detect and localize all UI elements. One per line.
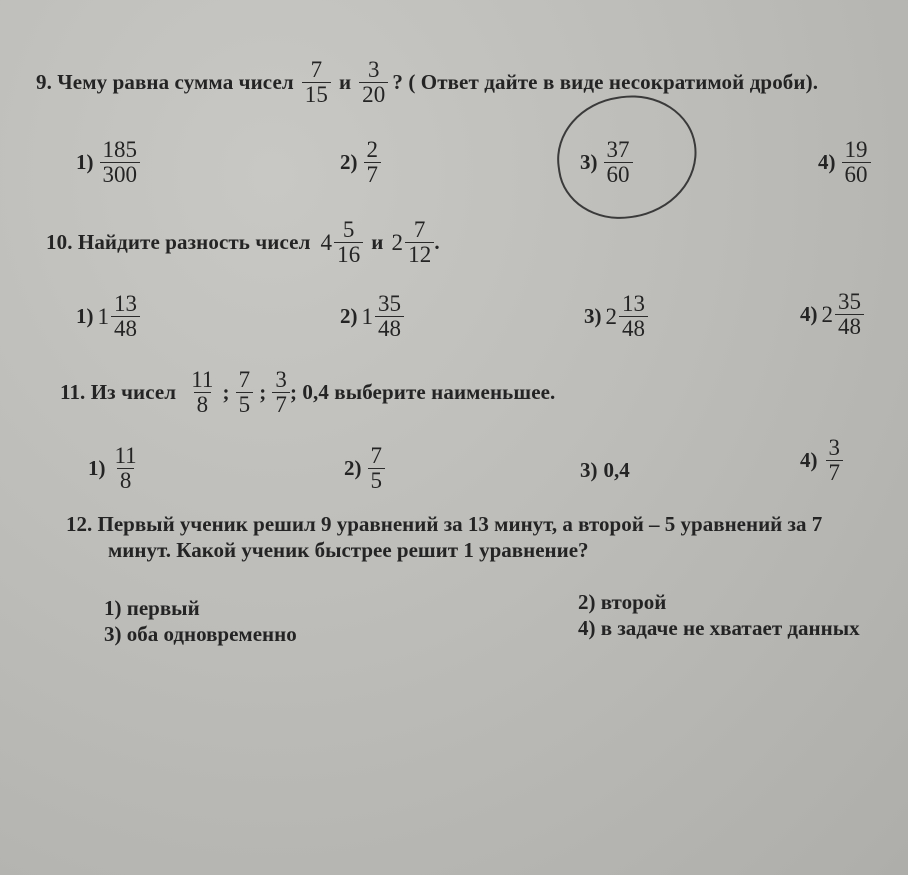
question-9-prefix: 9. Чему равна сумма чисел — [36, 70, 294, 95]
option-fraction — [100, 138, 141, 187]
question-12-option-1[interactable]: 1) первый — [104, 596, 200, 620]
denominator: 7 — [364, 162, 382, 187]
question-11-option-2[interactable] — [344, 444, 385, 493]
denominator: 48 — [619, 316, 648, 341]
fraction-part — [405, 218, 434, 267]
option-label: 3) — [584, 304, 602, 329]
question-10-option-1[interactable] — [76, 292, 140, 341]
denominator: 48 — [111, 316, 140, 341]
numerator: 7 — [238, 367, 251, 392]
question-10-conjunction: и — [371, 230, 384, 255]
option-label: 4) — [800, 448, 818, 473]
question-12-option-2[interactable]: 2) второй — [578, 590, 667, 614]
question-10 — [46, 218, 440, 267]
option-label: 1) — [76, 304, 94, 329]
whole-part: 1 — [361, 303, 373, 329]
option-fraction — [368, 444, 386, 493]
numerator: 19 — [844, 137, 868, 162]
question-11-prefix: 11. Из чисел — [60, 380, 177, 405]
denominator: 8 — [194, 392, 212, 417]
numerator: 7 — [413, 217, 426, 242]
option-label: 2) — [344, 456, 362, 481]
numerator: 37 — [606, 137, 630, 162]
numerator: 7 — [370, 443, 382, 468]
question-11-option-1[interactable] — [88, 444, 140, 493]
question-9-option-4[interactable] — [818, 138, 871, 187]
option-fraction — [364, 138, 382, 187]
denominator: 7 — [272, 392, 290, 417]
question-10-option-2[interactable] — [340, 292, 404, 341]
question-12-line-1: 12. Первый ученик решил 9 уравнений за 13 минут, а второй – 5 уравнений за 7 — [66, 512, 823, 536]
numerator: 185 — [102, 137, 137, 162]
whole-part: 2 — [605, 303, 617, 329]
option-fraction — [112, 444, 140, 493]
numerator: 13 — [114, 291, 137, 316]
denominator: 16 — [334, 242, 363, 267]
denominator: 300 — [100, 162, 141, 187]
option-fraction — [842, 138, 871, 187]
denominator: 12 — [405, 242, 434, 267]
numerator: 5 — [342, 217, 355, 242]
handwritten-answer-circle — [549, 87, 705, 227]
numerator: 35 — [378, 291, 401, 316]
option-fraction — [375, 292, 404, 341]
question-10-suffix: . — [434, 230, 440, 255]
whole-part: 2 — [391, 229, 404, 255]
question-10-mixed-2 — [392, 218, 435, 267]
question-9-fraction-1 — [302, 58, 331, 107]
question-11 — [60, 368, 555, 417]
question-9-fraction-2 — [359, 58, 388, 107]
fraction-part — [334, 218, 363, 267]
option-label: 3) — [580, 458, 598, 482]
question-11-option-4[interactable] — [800, 436, 843, 485]
question-10-option-3[interactable] — [584, 292, 648, 341]
numerator: 3 — [828, 435, 840, 460]
option-value: 0,4 — [603, 458, 630, 482]
question-11-fraction-2 — [236, 368, 254, 417]
question-10-option-4[interactable] — [800, 290, 864, 339]
question-9-conjunction: и — [338, 70, 352, 95]
whole-part: 4 — [320, 229, 333, 255]
numerator: 11 — [114, 443, 137, 468]
separator: ; — [222, 380, 230, 405]
question-12-line-2: минут. Какой ученик быстрее решит 1 уравнение? — [108, 538, 589, 562]
whole-part: 1 — [97, 303, 109, 329]
option-fraction — [619, 292, 648, 341]
option-fraction — [826, 436, 844, 485]
question-9-suffix: ? ( Ответ дайте в виде несократимой дроби). — [392, 70, 819, 95]
denominator: 5 — [368, 468, 386, 493]
numerator: 2 — [366, 137, 378, 162]
separator: ; — [259, 380, 267, 405]
question-11-suffix: ; 0,4 выберите наименьшее. — [289, 380, 556, 405]
option-label: 2) — [340, 304, 358, 329]
denominator: 7 — [826, 460, 844, 485]
denominator: 15 — [302, 82, 331, 107]
denominator: 48 — [375, 316, 404, 341]
question-9-option-2[interactable] — [340, 138, 381, 187]
numerator: 3 — [275, 367, 287, 392]
option-label: 1) — [76, 150, 94, 175]
question-11-fraction-1 — [188, 368, 216, 417]
denominator: 20 — [359, 82, 388, 107]
option-label: 1) — [88, 456, 106, 481]
question-11-fraction-3 — [272, 368, 290, 417]
question-11-option-3[interactable] — [580, 458, 630, 483]
option-label: 2) — [340, 150, 358, 175]
option-label: 3) — [580, 150, 598, 175]
denominator: 8 — [117, 468, 135, 493]
option-fraction — [835, 290, 864, 339]
question-12-option-4[interactable]: 4) в задаче не хватает данных — [578, 616, 860, 640]
denominator: 5 — [236, 392, 254, 417]
numerator: 13 — [622, 291, 645, 316]
option-label: 4) — [818, 150, 836, 175]
numerator: 3 — [367, 57, 380, 82]
numerator: 7 — [310, 57, 323, 82]
question-12-option-3[interactable]: 3) оба одновременно — [104, 622, 297, 646]
option-fraction — [111, 292, 140, 341]
question-10-mixed-1 — [320, 218, 363, 267]
denominator: 60 — [604, 162, 633, 187]
denominator: 60 — [842, 162, 871, 187]
option-label: 4) — [800, 302, 818, 327]
numerator: 11 — [191, 367, 214, 392]
question-9-option-1[interactable] — [76, 138, 140, 187]
numerator: 35 — [838, 289, 861, 314]
whole-part: 2 — [821, 301, 833, 327]
question-9 — [36, 58, 818, 107]
question-10-prefix: 10. Найдите разность чисел — [46, 230, 311, 255]
denominator: 48 — [835, 314, 864, 339]
